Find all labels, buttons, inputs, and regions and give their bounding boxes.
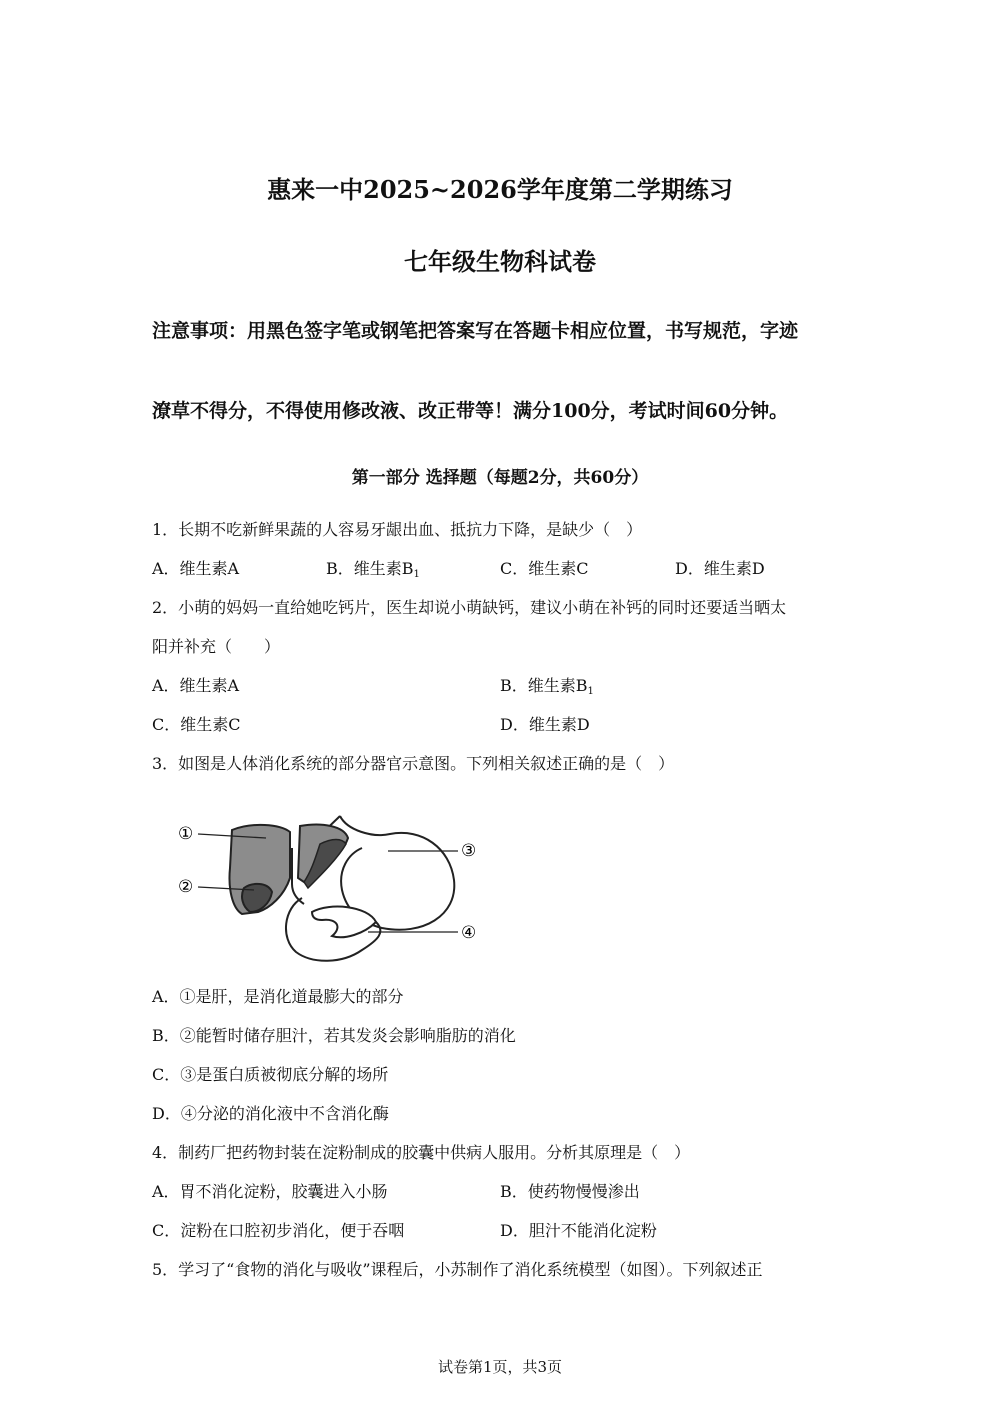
- question-2-stem-line-1: 2．小萌的妈妈一直给她吃钙片，医生却说小萌缺钙，建议小萌在补钙的同时还要适当晒太: [152, 598, 787, 617]
- question-4-stem: 4．制药厂把药物封装在淀粉制成的胶囊中供病人服用。分析其原理是（ ）: [152, 1143, 691, 1162]
- exam-title: 惠来一中2025~2026学年度第二学期练习: [267, 175, 733, 204]
- question-2-stem-line-2: 阳并补充（ ）: [152, 637, 281, 656]
- digestive-organs-diagram: [172, 808, 492, 968]
- section-title: 第一部分 选择题（每题2分，共60分）: [351, 468, 649, 488]
- question-2-option-a: A．维生素A: [152, 676, 240, 695]
- question-3-stem: 3．如图是人体消化系统的部分器官示意图。下列相关叙述正确的是（ ）: [152, 754, 675, 773]
- question-1-option-c: C．维生素C: [500, 559, 589, 578]
- question-4-option-c: C．淀粉在口腔初步消化，便于吞咽: [152, 1221, 405, 1240]
- diagram-label-3: ③: [461, 841, 477, 861]
- question-1-option-a: A．维生素A: [152, 559, 240, 578]
- question-1-option-d: D．维生素D: [675, 559, 765, 578]
- diagram-label-2: ②: [178, 877, 194, 897]
- question-3-option-a: A．①是肝，是消化道最膨大的部分: [152, 987, 404, 1006]
- question-2-option-d: D．维生素D: [500, 715, 590, 734]
- question-3-option-b: B．②能暂时储存胆汁，若其发炎会影响脂肪的消化: [152, 1026, 516, 1045]
- question-5-stem: 5．学习了“食物的消化与吸收”课程后，小苏制作了消化系统模型（如图）。下列叙述正: [152, 1260, 763, 1279]
- question-4-option-b: B．使药物慢慢渗出: [500, 1182, 640, 1201]
- exam-subtitle: 七年级生物科试卷: [404, 247, 596, 276]
- question-1-stem: 1．长期不吃新鲜果蔬的人容易牙龈出血、抵抗力下降，是缺少（ ）: [152, 520, 643, 539]
- question-3-option-d: D．④分泌的消化液中不含消化酶: [152, 1104, 389, 1123]
- page-footer: 试卷第1页，共3页: [437, 1358, 563, 1376]
- question-3-option-c: C．③是蛋白质被彻底分解的场所: [152, 1065, 389, 1084]
- pancreas-shape: [312, 907, 376, 938]
- question-4-option-a: A．胃不消化淀粉，胶囊进入小肠: [152, 1182, 388, 1201]
- question-2-option-b: B．维生素$B_1$: [500, 676, 594, 697]
- question-2-option-c: C．维生素C: [152, 715, 241, 734]
- question-4-option-d: D．胆汁不能消化淀粉: [500, 1221, 657, 1240]
- diagram-label-4: ④: [461, 923, 477, 943]
- notice-line-2: 潦草不得分，不得使用修改液、改正带等！满分100分，考试时间60分钟。: [152, 400, 789, 422]
- diagram-label-1: ①: [178, 824, 194, 844]
- notice-line-1: 注意事项：用黑色签字笔或钢笔把答案写在答题卡相应位置，书写规范，字迹: [152, 320, 799, 342]
- question-1-option-b: B．维生素$B_1$: [326, 559, 420, 580]
